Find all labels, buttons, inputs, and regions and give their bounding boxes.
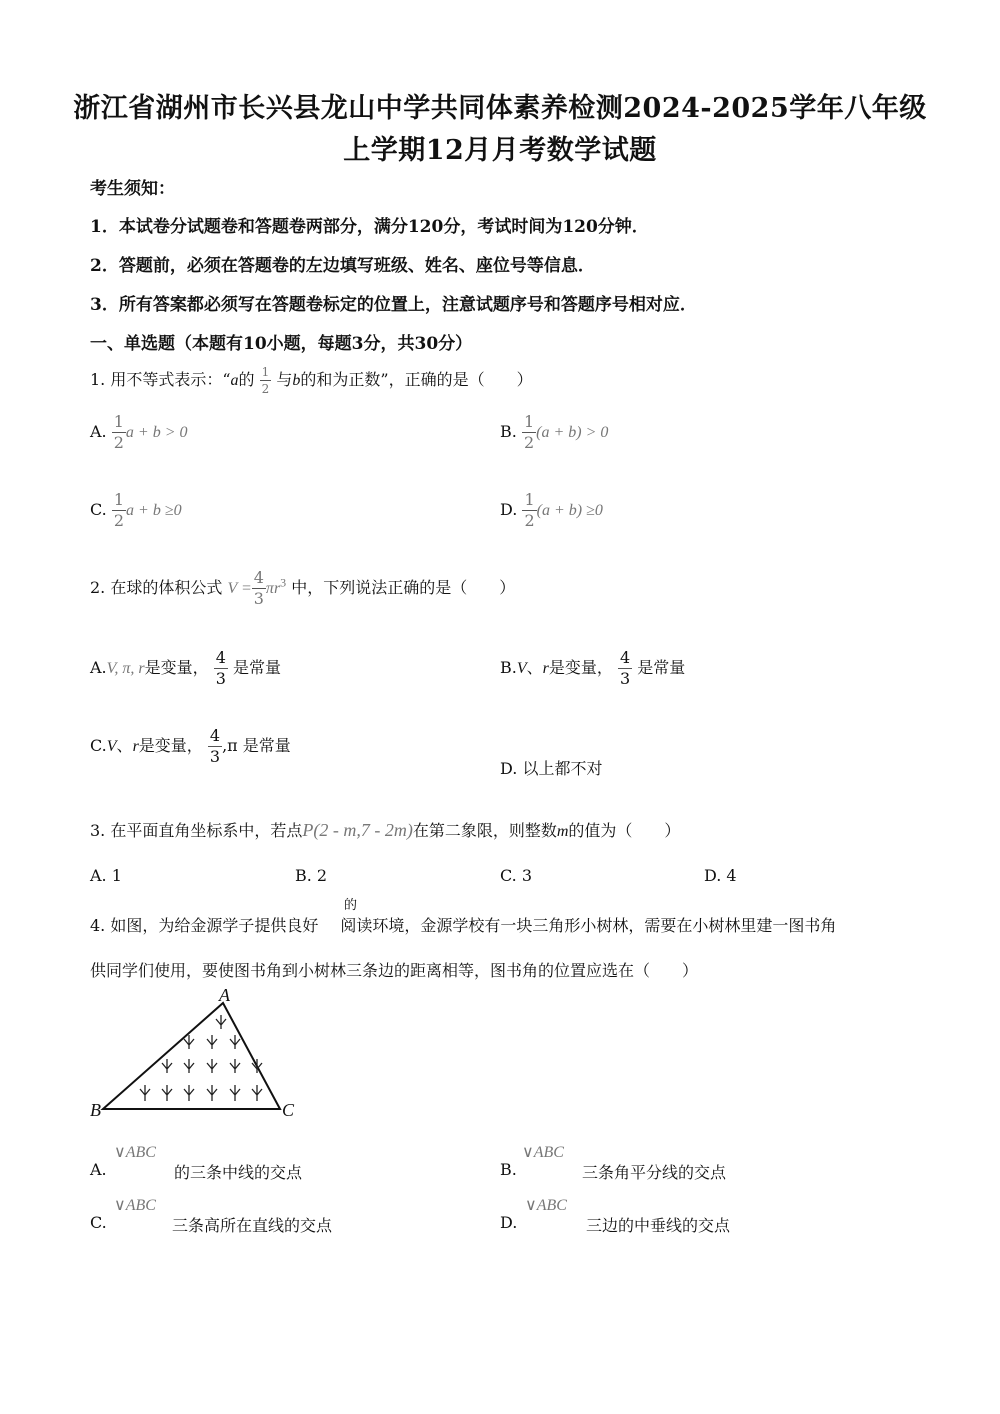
- q1-fraction: $\frac{1}{2}$: [261, 365, 270, 396]
- q2-option-c-fraction: $\frac{4}{3}$: [209, 726, 221, 766]
- tree-icon: [184, 1059, 194, 1073]
- q3-point: P(2 - m,7 - 2m): [302, 820, 413, 840]
- q4-option-b[interactable]: 三条角平分线的交点: [582, 1163, 727, 1182]
- q1-option-b-fraction: $\frac{1}{2}$: [523, 412, 535, 452]
- q2-option-b[interactable]: B.V、r是变量， $\frac{4}{3}$ 是常量: [500, 648, 686, 688]
- page-title-line2: 上学期12月月考数学试题: [343, 135, 657, 166]
- notice-item-1: 1．本试卷分试题卷和答题卷两部分，满分120分，考试时间为120分钟．: [90, 217, 649, 237]
- q2-option-c[interactable]: C.V、r是变量， $\frac{4}{3}$ ,π 是常量: [90, 726, 291, 766]
- q1-option-c[interactable]: C. $\frac{1}{2}$ a + b ≥0: [90, 490, 182, 530]
- question-1: [90, 366, 533, 395]
- q4-option-b-label: B.: [500, 1160, 517, 1179]
- tree-icon: [162, 1059, 172, 1073]
- tree-icon: [230, 1035, 240, 1049]
- q3-option-b[interactable]: B. 2: [295, 866, 328, 885]
- q2-suffix: 中，下列说法正确的是（ ）: [291, 578, 516, 597]
- q4-option-a-label: A.: [90, 1160, 107, 1179]
- q4-option-c-symbol: ∨ABC: [114, 1197, 156, 1214]
- vertex-label-b: B: [90, 1100, 101, 1120]
- tree-icon: [162, 1085, 172, 1101]
- q2-formula-rhs: πr: [265, 580, 281, 597]
- tree-icon: [230, 1059, 240, 1073]
- q4-option-d-label: D.: [500, 1213, 518, 1232]
- tree-icon: [252, 1085, 262, 1101]
- question-3: [90, 818, 680, 841]
- q4-option-c[interactable]: 三条高所在直线的交点: [172, 1216, 333, 1235]
- q1-suffix: 的和为正数”，正确的是（ ）: [300, 370, 533, 389]
- q1-option-d[interactable]: D. $\frac{1}{2}$ (a + b) ≥0: [500, 490, 603, 530]
- triangle-figure: [85, 985, 315, 1125]
- q1-option-c-fraction: $\frac{1}{2}$: [113, 490, 125, 530]
- section-heading: 一、单选题（本题有10小题，每题3分，共30分）: [90, 334, 473, 354]
- q4-de-raised: 的: [344, 898, 358, 913]
- q3-suffix: 的值为（ ）: [568, 821, 681, 840]
- q2-formula-fraction: $\frac{4}{3}$: [253, 568, 264, 608]
- q3-var-m: m: [556, 823, 569, 840]
- q4-option-d-symbol: ∨ABC: [525, 1197, 567, 1214]
- q1-de: 的: [238, 370, 255, 389]
- q2-formula-lhs: V =: [227, 580, 252, 597]
- tree-icon: [207, 1059, 217, 1073]
- notice-item-3: 3．所有答案都必须写在答题卷标定的位置上，注意试题序号和答题序号相对应．: [90, 295, 697, 315]
- q1-option-d-fraction: $\frac{1}{2}$: [524, 490, 535, 530]
- q4-option-d[interactable]: 三边的中垂线的交点: [586, 1216, 731, 1235]
- q1-yu: 与: [276, 370, 293, 389]
- vertex-label-a: A: [219, 985, 230, 1005]
- question-4-line1: 4. 如图，为给金源学子提供良好 阅读环境，金源学校有一块三角形小树林，需要在小树林里建一图书角: [90, 916, 837, 935]
- q4-option-c-label: C.: [90, 1213, 107, 1232]
- q3-option-c[interactable]: C. 3: [500, 866, 533, 885]
- tree-icon: [184, 1085, 194, 1101]
- q3-middle: 在第二象限，则整数: [412, 821, 557, 840]
- q4-option-a-symbol: ∨ABC: [114, 1144, 156, 1161]
- q1-option-a-fraction: $\frac{1}{2}$: [113, 412, 124, 452]
- tree-icons: [140, 1015, 262, 1101]
- notice-item-2: 2．答题前，必须在答题卷的左边填写班级、姓名、座位号等信息．: [90, 256, 595, 276]
- tree-icon: [216, 1015, 226, 1029]
- q3-option-d[interactable]: D. 4: [704, 866, 737, 885]
- tree-icon: [140, 1085, 150, 1101]
- q2-option-b-fraction: $\frac{4}{3}$: [619, 648, 631, 688]
- q4-option-b-symbol: ∨ABC: [522, 1144, 564, 1161]
- q1-var-a: a: [230, 372, 239, 389]
- q2-option-a[interactable]: A.V, π, r是变量， $\frac{4}{3}$ 是常量: [90, 648, 281, 688]
- q2-option-d[interactable]: D. 以上都不对: [500, 759, 603, 778]
- tree-icon: [207, 1035, 217, 1049]
- q1-var-b: b: [292, 372, 301, 389]
- q2-option-a-fraction: $\frac{4}{3}$: [215, 648, 226, 688]
- question-2: [90, 570, 515, 607]
- vertex-label-c: C: [282, 1100, 295, 1120]
- question-4-line2: 供同学们使用，要使图书角到小树林三条边的距离相等，图书角的位置应选在（ ）: [90, 961, 699, 980]
- q2-prefix: 2. 在球的体积公式: [90, 578, 223, 597]
- q1-option-a[interactable]: A. $\frac{1}{2}$ a + b > 0: [90, 412, 188, 452]
- notice-heading: 考生须知：: [90, 179, 175, 199]
- q1-prefix: 1. 用不等式表示：“: [90, 370, 231, 389]
- tree-icon: [207, 1085, 217, 1101]
- q4-option-a[interactable]: 的三条中线的交点: [174, 1163, 303, 1182]
- q2-formula-exp: 3: [280, 575, 287, 590]
- page-title-line1: 浙江省湖州市长兴县龙山中学共同体素养检测2024-2025学年八年级: [73, 93, 927, 124]
- q3-prefix: 3. 在平面直角坐标系中，若点: [90, 821, 303, 840]
- triangle-outline: [103, 1003, 280, 1109]
- q1-option-b[interactable]: B. $\frac{1}{2}$ (a + b) > 0: [500, 412, 609, 452]
- tree-icon: [230, 1085, 240, 1101]
- q3-option-a[interactable]: A. 1: [90, 866, 122, 885]
